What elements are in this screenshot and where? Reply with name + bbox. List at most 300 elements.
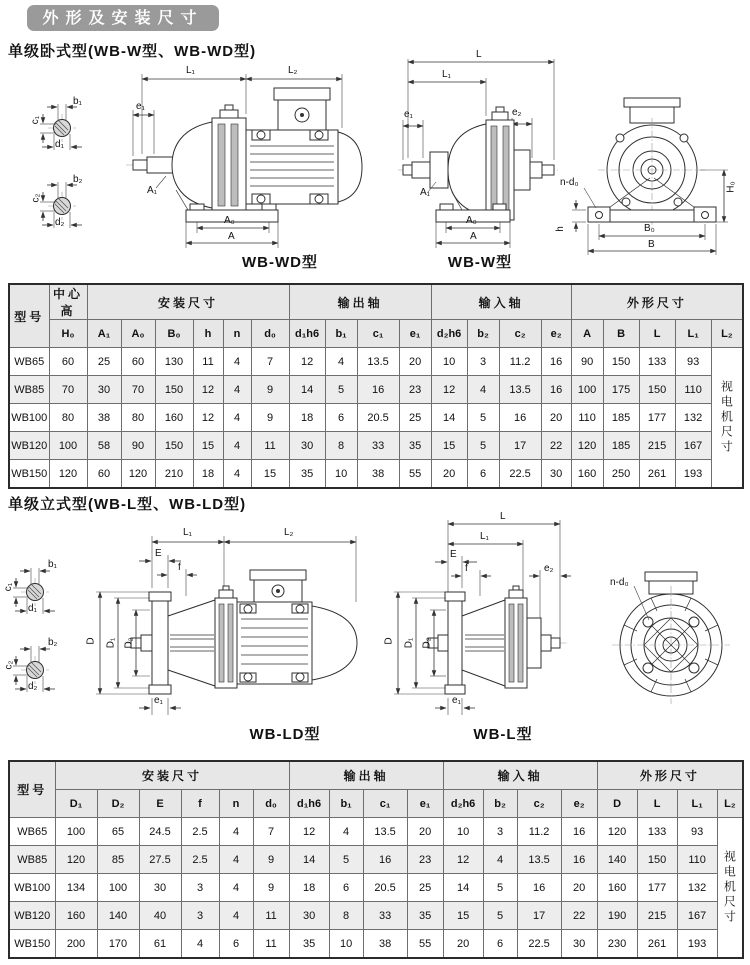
dim-e1: e₁ — [154, 695, 163, 706]
table-row — [9, 930, 743, 959]
dim-D1: D₁ — [105, 637, 117, 649]
value-cell: 5 — [325, 376, 357, 404]
dim-d2: d₂ — [28, 681, 38, 692]
value-cell: 12 — [289, 818, 329, 846]
value-cell: 170 — [97, 930, 139, 959]
value-cell: 15 — [443, 902, 483, 930]
value-cell: 5 — [483, 874, 517, 902]
value-cell: 160 — [571, 460, 603, 489]
value-cell: 16 — [541, 348, 571, 376]
column-header: L — [637, 790, 677, 818]
dim-L1: L₁ — [183, 527, 192, 538]
value-cell: 3 — [483, 818, 517, 846]
column-header: d₀ — [253, 790, 289, 818]
value-cell: 100 — [97, 874, 139, 902]
value-cell: 150 — [639, 376, 675, 404]
column-header: f — [181, 790, 219, 818]
dim-b2: b₂ — [73, 174, 83, 185]
value-cell: 93 — [677, 818, 717, 846]
value-cell: 35 — [399, 432, 431, 460]
value-cell: 150 — [603, 348, 639, 376]
value-cell: 70 — [49, 376, 87, 404]
value-cell: 85 — [97, 846, 139, 874]
value-cell: 18 — [193, 460, 223, 489]
caption-wb-ld: WB-LD型 — [249, 726, 321, 743]
value-cell: 10 — [431, 348, 467, 376]
value-cell: 100 — [55, 818, 97, 846]
dim-E: E — [155, 548, 162, 559]
dim-f: f — [465, 563, 468, 574]
value-cell: 120 — [121, 460, 155, 489]
value-cell: 215 — [639, 432, 675, 460]
value-cell: 20.5 — [357, 404, 399, 432]
column-header: A — [571, 320, 603, 348]
value-cell: 133 — [639, 348, 675, 376]
value-cell: 3 — [467, 348, 499, 376]
value-cell: 4 — [219, 874, 253, 902]
value-cell: 13.5 — [363, 818, 407, 846]
value-cell: 3 — [181, 874, 219, 902]
value-cell: 30 — [139, 874, 181, 902]
dim-B: B — [648, 239, 655, 250]
value-cell: 22.5 — [517, 930, 561, 959]
dim-c2: c₂ — [3, 660, 15, 670]
column-header: d₂h6 — [443, 790, 483, 818]
value-cell: 11 — [253, 902, 289, 930]
value-cell: 27.5 — [139, 846, 181, 874]
column-header: L₂ — [717, 790, 743, 818]
value-cell: 11 — [193, 348, 223, 376]
model-cell: WB65 — [9, 818, 55, 846]
value-cell: 150 — [155, 376, 193, 404]
dim-d1: d₁ — [55, 139, 64, 150]
dim-e1: e₁ — [404, 109, 413, 120]
dim-b2: b₂ — [48, 637, 58, 648]
column-header: D₂ — [97, 790, 139, 818]
value-cell: 193 — [677, 930, 717, 959]
value-cell: 55 — [399, 460, 431, 489]
value-cell: 140 — [597, 846, 637, 874]
value-cell: 25 — [87, 348, 121, 376]
value-cell: 140 — [97, 902, 139, 930]
value-cell: 80 — [49, 404, 87, 432]
group-header: 中心高 — [49, 284, 87, 320]
value-cell: 132 — [677, 874, 717, 902]
value-cell: 150 — [637, 846, 677, 874]
dimension-table-vertical-type — [8, 760, 744, 959]
flange-front-view — [612, 572, 730, 704]
value-cell: 4 — [219, 818, 253, 846]
column-header: A₀ — [121, 320, 155, 348]
value-cell: 7 — [251, 348, 289, 376]
column-header: n — [223, 320, 251, 348]
dim-A1: A₁ — [147, 185, 158, 196]
value-cell: 4 — [223, 432, 251, 460]
value-cell: 4 — [181, 930, 219, 959]
value-cell: 30 — [561, 930, 597, 959]
value-cell: 177 — [637, 874, 677, 902]
value-cell: 38 — [363, 930, 407, 959]
value-cell: 16 — [541, 376, 571, 404]
value-cell: 33 — [357, 432, 399, 460]
group-header: 输入轴 — [443, 761, 597, 790]
value-cell: 12 — [289, 348, 325, 376]
model-column-header: 型号 — [9, 284, 49, 348]
value-cell: 2.5 — [181, 818, 219, 846]
column-header: H₀ — [49, 320, 87, 348]
caption-wb-w: WB-W型 — [447, 254, 513, 271]
value-cell: 134 — [55, 874, 97, 902]
model-cell: WB100 — [9, 404, 49, 432]
value-cell: 120 — [49, 460, 87, 489]
vertical-note: 视电机尺寸 — [711, 348, 743, 489]
value-cell: 10 — [443, 818, 483, 846]
value-cell: 11 — [253, 930, 289, 959]
dim-d1: d₁ — [28, 603, 37, 614]
value-cell: 15 — [251, 460, 289, 489]
dim-D2: D₂ — [421, 637, 433, 649]
value-cell: 185 — [603, 432, 639, 460]
value-cell: 9 — [251, 376, 289, 404]
value-cell: 18 — [289, 404, 325, 432]
value-cell: 11.2 — [499, 348, 541, 376]
value-cell: 20 — [443, 930, 483, 959]
dim-b1: b₁ — [48, 559, 57, 570]
value-cell: 14 — [431, 404, 467, 432]
value-cell: 110 — [677, 846, 717, 874]
value-cell: 25 — [399, 404, 431, 432]
value-cell: 6 — [483, 930, 517, 959]
group-header: 输入轴 — [431, 284, 571, 320]
section-heading-vertical: 单级立式型(WB-L型、WB-LD型) — [8, 496, 247, 513]
table-row — [9, 460, 743, 489]
value-cell: 167 — [675, 432, 711, 460]
dim-L2: L₂ — [288, 65, 298, 76]
value-cell: 60 — [121, 348, 155, 376]
value-cell: 12 — [443, 846, 483, 874]
value-cell: 70 — [121, 376, 155, 404]
table-row — [9, 846, 743, 874]
value-cell: 58 — [87, 432, 121, 460]
value-cell: 17 — [499, 432, 541, 460]
dim-e2: e₂ — [512, 107, 522, 118]
value-cell: 132 — [675, 404, 711, 432]
group-header: 输出轴 — [289, 284, 431, 320]
dim-c1: c₁ — [30, 115, 42, 125]
dim-A: A — [228, 231, 235, 242]
value-cell: 13.5 — [357, 348, 399, 376]
value-cell: 35 — [289, 930, 329, 959]
value-cell: 20 — [561, 874, 597, 902]
value-cell: 120 — [597, 818, 637, 846]
value-cell: 40 — [139, 902, 181, 930]
table-row — [9, 818, 743, 846]
value-cell: 130 — [155, 348, 193, 376]
value-cell: 190 — [597, 902, 637, 930]
dim-e2: e₂ — [544, 563, 554, 574]
dim-D: D — [85, 637, 97, 645]
section-heading-horizontal: 单级卧式型(WB-W型、WB-WD型) — [8, 43, 257, 60]
column-header: L₂ — [711, 320, 743, 348]
group-header: 输出轴 — [289, 761, 443, 790]
value-cell: 15 — [431, 432, 467, 460]
model-cell: WB120 — [9, 432, 49, 460]
value-cell: 110 — [571, 404, 603, 432]
value-cell: 20 — [541, 404, 571, 432]
value-cell: 5 — [467, 432, 499, 460]
table-row — [9, 432, 743, 460]
column-header: E — [139, 790, 181, 818]
value-cell: 22 — [541, 432, 571, 460]
dim-d2: d₂ — [55, 217, 65, 228]
dim-L: L — [476, 49, 482, 60]
column-header: c₁ — [363, 790, 407, 818]
dim-L2: L₂ — [284, 527, 294, 538]
model-cell: WB150 — [9, 930, 55, 959]
column-header: e₂ — [541, 320, 571, 348]
value-cell: 65 — [97, 818, 139, 846]
value-cell: 175 — [603, 376, 639, 404]
dim-nd0: n-d₀ — [610, 577, 629, 588]
value-cell: 6 — [219, 930, 253, 959]
value-cell: 60 — [49, 348, 87, 376]
value-cell: 133 — [637, 818, 677, 846]
vertical-note: 视电机尺寸 — [717, 818, 743, 959]
column-header: B₀ — [155, 320, 193, 348]
model-cell: WB150 — [9, 460, 49, 489]
value-cell: 30 — [289, 432, 325, 460]
column-header: L₁ — [675, 320, 711, 348]
value-cell: 12 — [193, 376, 223, 404]
column-header: e₁ — [399, 320, 431, 348]
value-cell: 4 — [325, 348, 357, 376]
column-header: b₁ — [329, 790, 363, 818]
value-cell: 14 — [443, 874, 483, 902]
value-cell: 16 — [363, 846, 407, 874]
value-cell: 8 — [325, 432, 357, 460]
value-cell: 177 — [639, 404, 675, 432]
dim-f: f — [178, 562, 181, 573]
dim-D2: D₂ — [123, 637, 135, 649]
value-cell: 200 — [55, 930, 97, 959]
model-cell: WB100 — [9, 874, 55, 902]
dim-e1: e₁ — [136, 101, 145, 112]
value-cell: 6 — [467, 460, 499, 489]
wb-l-side-view — [394, 520, 571, 715]
value-cell: 7 — [253, 818, 289, 846]
value-cell: 120 — [55, 846, 97, 874]
value-cell: 210 — [155, 460, 193, 489]
column-header: n — [219, 790, 253, 818]
group-header: 安装尺寸 — [55, 761, 289, 790]
table-row — [9, 348, 743, 376]
table-row — [9, 376, 743, 404]
value-cell: 20 — [431, 460, 467, 489]
dim-A: A — [470, 231, 477, 242]
value-cell: 4 — [223, 404, 251, 432]
wb-wd-side-view — [126, 74, 362, 248]
dim-E: E — [450, 549, 457, 560]
value-cell: 5 — [467, 404, 499, 432]
value-cell: 215 — [637, 902, 677, 930]
value-cell: 250 — [603, 460, 639, 489]
value-cell: 20.5 — [363, 874, 407, 902]
value-cell: 261 — [637, 930, 677, 959]
column-header: e₁ — [407, 790, 443, 818]
model-cell: WB85 — [9, 846, 55, 874]
column-header: D — [597, 790, 637, 818]
horizontal-type-technical-drawing — [0, 58, 750, 275]
column-header: d₁h6 — [289, 790, 329, 818]
dim-A0: A₀ — [224, 215, 235, 226]
dim-L: L — [500, 511, 506, 522]
value-cell: 30 — [541, 460, 571, 489]
value-cell: 93 — [675, 348, 711, 376]
dimension-table-horizontal-type — [8, 283, 744, 489]
value-cell: 20 — [407, 818, 443, 846]
dim-nd0: n-d₀ — [560, 177, 579, 188]
value-cell: 33 — [363, 902, 407, 930]
value-cell: 2.5 — [181, 846, 219, 874]
value-cell: 8 — [329, 902, 363, 930]
column-header: d₁h6 — [289, 320, 325, 348]
dim-c1: c₁ — [3, 582, 15, 592]
value-cell: 160 — [155, 404, 193, 432]
group-header: 安装尺寸 — [87, 284, 289, 320]
value-cell: 6 — [329, 874, 363, 902]
value-cell: 160 — [597, 874, 637, 902]
wb-ld-side-view — [96, 536, 357, 715]
dim-L1: L₁ — [186, 65, 195, 76]
model-cell: WB120 — [9, 902, 55, 930]
dim-L1: L₁ — [480, 531, 489, 542]
value-cell: 120 — [571, 432, 603, 460]
value-cell: 17 — [517, 902, 561, 930]
value-cell: 16 — [517, 874, 561, 902]
dim-L1: L₁ — [442, 69, 451, 80]
value-cell: 16 — [561, 818, 597, 846]
group-header: 外形尺寸 — [571, 284, 743, 320]
value-cell: 16 — [499, 404, 541, 432]
value-cell: 60 — [87, 460, 121, 489]
value-cell: 23 — [407, 846, 443, 874]
dim-D1: D₁ — [403, 637, 415, 649]
value-cell: 10 — [325, 460, 357, 489]
column-header: d₂h6 — [431, 320, 467, 348]
column-header: c₂ — [517, 790, 561, 818]
value-cell: 9 — [253, 846, 289, 874]
dim-D: D — [383, 637, 395, 645]
page-title-banner: 外形及安装尺寸 — [27, 5, 219, 31]
dim-b1: b₁ — [73, 96, 82, 107]
value-cell: 90 — [121, 432, 155, 460]
model-cell: WB65 — [9, 348, 49, 376]
value-cell: 160 — [55, 902, 97, 930]
dim-e1: e₁ — [452, 695, 461, 706]
table-row — [9, 874, 743, 902]
column-header: c₁ — [357, 320, 399, 348]
value-cell: 261 — [639, 460, 675, 489]
dim-A0: A₀ — [466, 215, 477, 226]
value-cell: 4 — [483, 846, 517, 874]
value-cell: 80 — [121, 404, 155, 432]
value-cell: 12 — [193, 404, 223, 432]
dim-B0: B₀ — [644, 223, 655, 234]
value-cell: 16 — [357, 376, 399, 404]
wb-w-side-view — [398, 59, 558, 248]
value-cell: 4 — [467, 376, 499, 404]
dim-c2: c₂ — [30, 193, 42, 203]
value-cell: 25 — [407, 874, 443, 902]
value-cell: 22.5 — [499, 460, 541, 489]
value-cell: 4 — [223, 348, 251, 376]
value-cell: 5 — [483, 902, 517, 930]
column-header: e₂ — [561, 790, 597, 818]
value-cell: 4 — [219, 846, 253, 874]
value-cell: 13.5 — [517, 846, 561, 874]
value-cell: 61 — [139, 930, 181, 959]
column-header: B — [603, 320, 639, 348]
value-cell: 22 — [561, 902, 597, 930]
value-cell: 35 — [289, 460, 325, 489]
dim-h: h — [554, 226, 566, 232]
column-header: d₀ — [251, 320, 289, 348]
column-header: h — [193, 320, 223, 348]
value-cell: 167 — [677, 902, 717, 930]
model-column-header: 型号 — [9, 761, 55, 818]
value-cell: 18 — [289, 874, 329, 902]
value-cell: 30 — [289, 902, 329, 930]
value-cell: 193 — [675, 460, 711, 489]
value-cell: 100 — [571, 376, 603, 404]
value-cell: 16 — [561, 846, 597, 874]
group-header: 外形尺寸 — [597, 761, 743, 790]
value-cell: 20 — [399, 348, 431, 376]
value-cell: 14 — [289, 376, 325, 404]
value-cell: 13.5 — [499, 376, 541, 404]
value-cell: 6 — [325, 404, 357, 432]
value-cell: 55 — [407, 930, 443, 959]
table-row — [9, 902, 743, 930]
dim-A1: A₁ — [420, 187, 431, 198]
value-cell: 3 — [181, 902, 219, 930]
value-cell: 9 — [251, 404, 289, 432]
caption-wb-l: WB-L型 — [473, 726, 533, 743]
table-row — [9, 404, 743, 432]
value-cell: 15 — [193, 432, 223, 460]
value-cell: 35 — [407, 902, 443, 930]
column-header: L — [639, 320, 675, 348]
value-cell: 4 — [219, 902, 253, 930]
value-cell: 4 — [329, 818, 363, 846]
column-header: L₁ — [677, 790, 717, 818]
column-header: b₂ — [483, 790, 517, 818]
value-cell: 5 — [329, 846, 363, 874]
dim-H0: H₀ — [725, 181, 737, 193]
column-header: A₁ — [87, 320, 121, 348]
value-cell: 4 — [223, 460, 251, 489]
column-header: b₁ — [325, 320, 357, 348]
value-cell: 30 — [87, 376, 121, 404]
value-cell: 10 — [329, 930, 363, 959]
caption-wb-wd: WB-WD型 — [242, 254, 318, 271]
value-cell: 14 — [289, 846, 329, 874]
value-cell: 90 — [571, 348, 603, 376]
value-cell: 38 — [87, 404, 121, 432]
value-cell: 230 — [597, 930, 637, 959]
value-cell: 23 — [399, 376, 431, 404]
value-cell: 38 — [357, 460, 399, 489]
